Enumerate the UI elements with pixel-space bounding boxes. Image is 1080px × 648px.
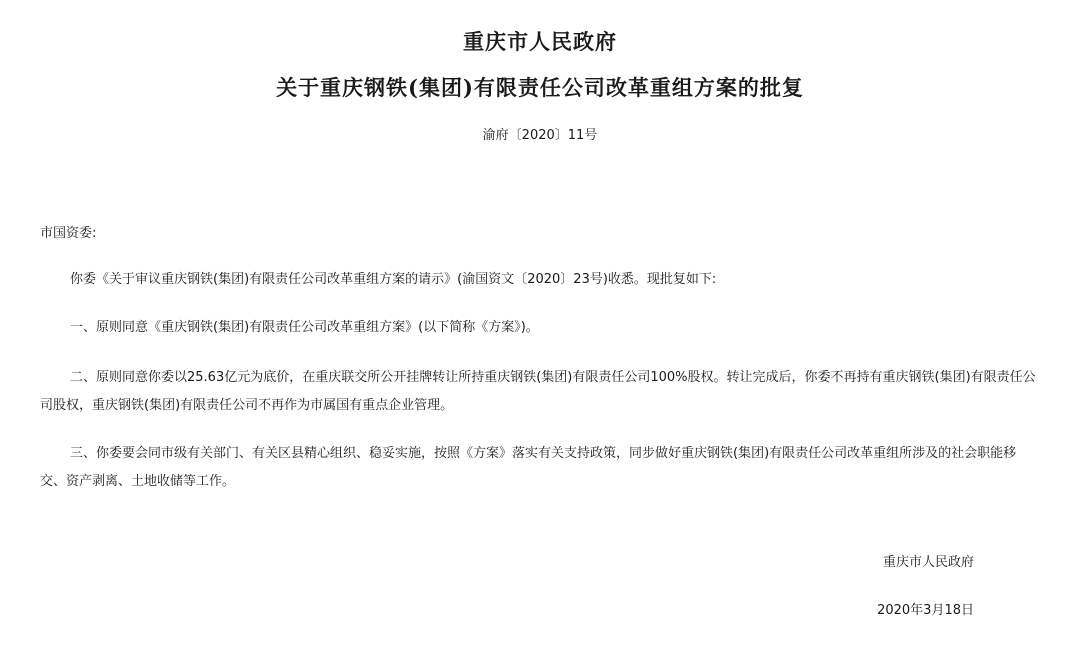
addressee: 市国资委: bbox=[40, 226, 97, 241]
signature-date: 2020年3月18日 bbox=[877, 603, 974, 618]
paragraph-item-3: 三、你委要会同市级有关部门、有关区县精心组织、稳妥实施，按照《方案》落实有关支持政策，同步做好重庆钢铁(集团)有限责任公司改革重组所涉及的社会职能移交、资产剥离、土地收储等工作。 bbox=[40, 446, 1017, 489]
paragraph-item-1: 一、原则同意《重庆钢铁(集团)有限责任公司改革重组方案》(以下简称《方案》)。 bbox=[70, 320, 539, 335]
document-title: 关于重庆钢铁(集团)有限责任公司改革重组方案的批复 bbox=[276, 75, 804, 100]
paragraph-intro: 你委《关于审议重庆钢铁(集团)有限责任公司改革重组方案的请示》(渝国资文〔2020〕23号)收悉。现批复如下: bbox=[70, 272, 717, 287]
issuer-heading: 重庆市人民政府 bbox=[463, 29, 617, 54]
paragraph-item-2: 二、原则同意你委以25.63亿元为底价，在重庆联交所公开挂牌转让所持重庆钢铁(集团)有限责任公司100%股权。转让完成后，你委不再持有重庆钢铁(集团)有限责任公司股权，重庆钢铁(集团)有限责任公司不再作为市属国有重点企业管理。 bbox=[40, 370, 1036, 413]
signature-org: 重庆市人民政府 bbox=[882, 555, 974, 570]
document-number: 渝府〔2020〕11号 bbox=[482, 128, 598, 143]
